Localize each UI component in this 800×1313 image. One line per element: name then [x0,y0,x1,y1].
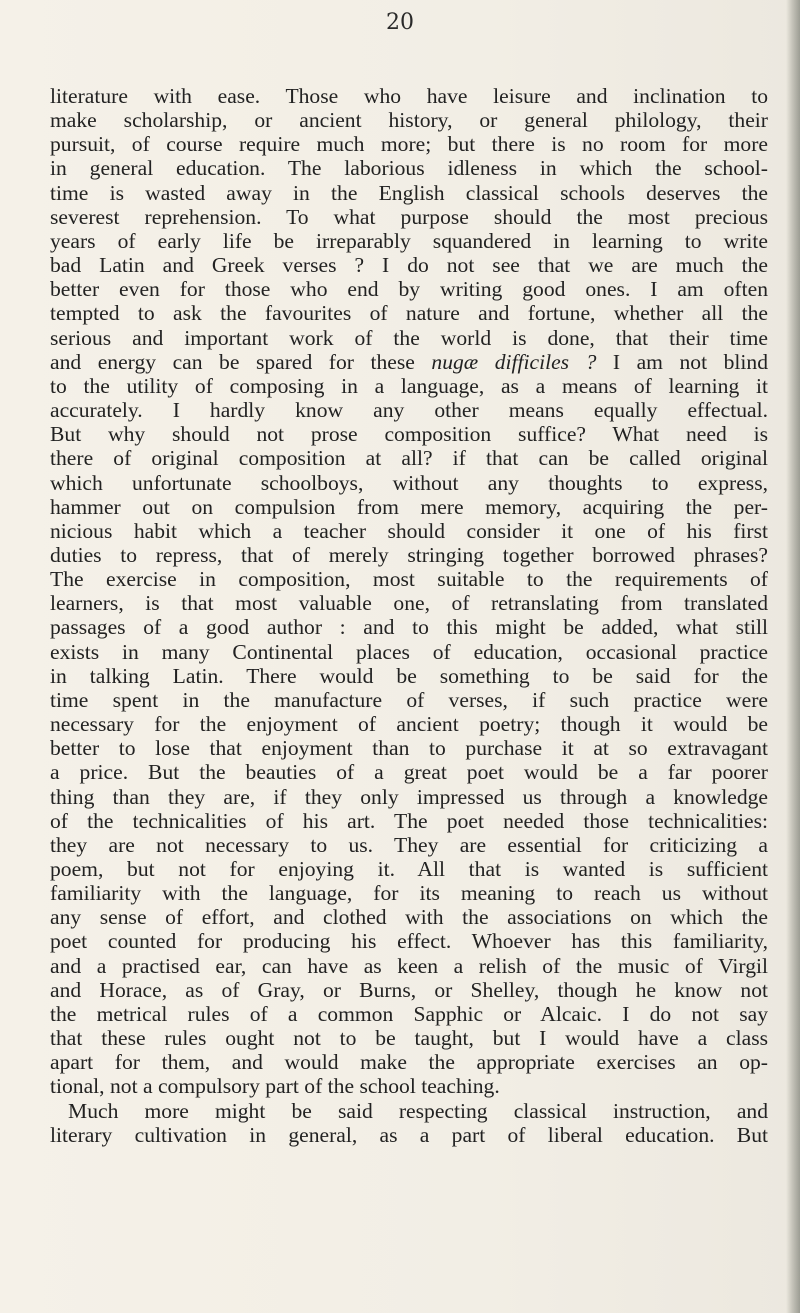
text-line: to the utility of composing in a language, as a means of learning it [50,373,768,398]
text-line: tional, not a compulsory part of the school teaching. [50,1074,500,1099]
text-line: The exercise in composition, most suitable to the requirements of [50,567,768,592]
text-line: literary cultivation in general, as a part of liberal education. But [50,1122,768,1147]
text-line: pursuit, of course require much more; but there is no room for more [50,132,768,157]
text-line: serious and important work of the world is done, that their time [50,325,768,350]
text-line: which unfortunate schoolboys, without any thoughts to express, [50,470,768,495]
text-line: apart for them, and would make the appropriate exercises an op- [50,1050,768,1075]
text-line: time is wasted away in the English classical schools deserves the [50,180,768,205]
text-line: better to lose that enjoyment than to purchase it at so extravagant [50,736,768,761]
text-line: a price. But the beauties of a great poet would be a far poorer [50,760,768,785]
text-line: any sense of effort, and clothed with the associations on which the [50,905,768,930]
text-line: poem, but not for enjoying it. All that is wanted is sufficient [50,857,768,881]
text-line: duties to repress, that of merely stringing together borrowed phrases? [50,542,768,567]
text-line: that these rules ought not to be taught, but I would have a class [50,1026,768,1051]
text-line: Much more might be said respecting classical instruction, and [68,1098,768,1123]
body-text [50,84,768,1147]
text-line: thing than they are, if they only impressed us through a knowledge [50,784,768,809]
text-line: make scholarship, or ancient history, or general philology, their [50,108,768,133]
text-line: But why should not prose composition suffice? What need is [50,422,768,447]
text-line: necessary for the enjoyment of ancient poetry; though it would be [50,712,768,737]
text-line: and energy can be spared for these nugæ difficiles ? I am not blind [50,349,768,374]
text-line: the metrical rules of a common Sapphic or Alcaic. I do not say [50,1001,768,1026]
text-line: nicious habit which a teacher should consider it one of his first [50,518,768,543]
page-edge-shadow [786,0,800,1313]
page-number: 20 [386,10,414,35]
text-line: severest reprehension. To what purpose should the most precious [50,204,768,229]
text-line: familiarity with the language, for its meaning to reach us without [50,881,768,906]
text-line: passages of a good author : and to this might be added, what still [50,615,768,640]
text-line: exists in many Continental places of education, occasional practice [50,639,768,664]
text-line: tempted to ask the favourites of nature and fortune, whether all the [50,301,768,326]
text-line: in talking Latin. There would be something to be said for the [50,663,768,688]
text-line: and Horace, as of Gray, or Burns, or Shelley, though he know not [50,977,768,1002]
text-line: bad Latin and Greek verses ? I do not see that we are much the [50,253,768,278]
text-line: of the technicalities of his art. The poet needed those technicalities: [50,808,768,833]
text-line: better even for those who end by writing good ones. I am often [50,277,768,302]
text-line: time spent in the manufacture of verses, if such practice were [50,687,768,712]
text-line: they are not necessary to us. They are essential for criticizing a [50,832,768,857]
text-line: and a practised ear, can have as keen a relish of the music of Virgil [50,953,768,978]
text-line: accurately. I hardly know any other means equally effectual. [50,398,768,423]
text-line: learners, is that most valuable one, of retranslating from translated [50,591,768,616]
text-line: poet counted for producing his effect. Whoever has this familiarity, [50,929,768,954]
text-line: literature with ease. Those who have leisure and inclination to [50,84,768,108]
text-line: years of early life be irreparably squandered in learning to write [50,228,768,253]
text-line: in general education. The laborious idleness in which the school- [50,156,768,181]
text-line: there of original composition at all? if that can be called original [50,446,768,471]
text-line: hammer out on compulsion from mere memory, acquiring the per- [50,494,768,519]
